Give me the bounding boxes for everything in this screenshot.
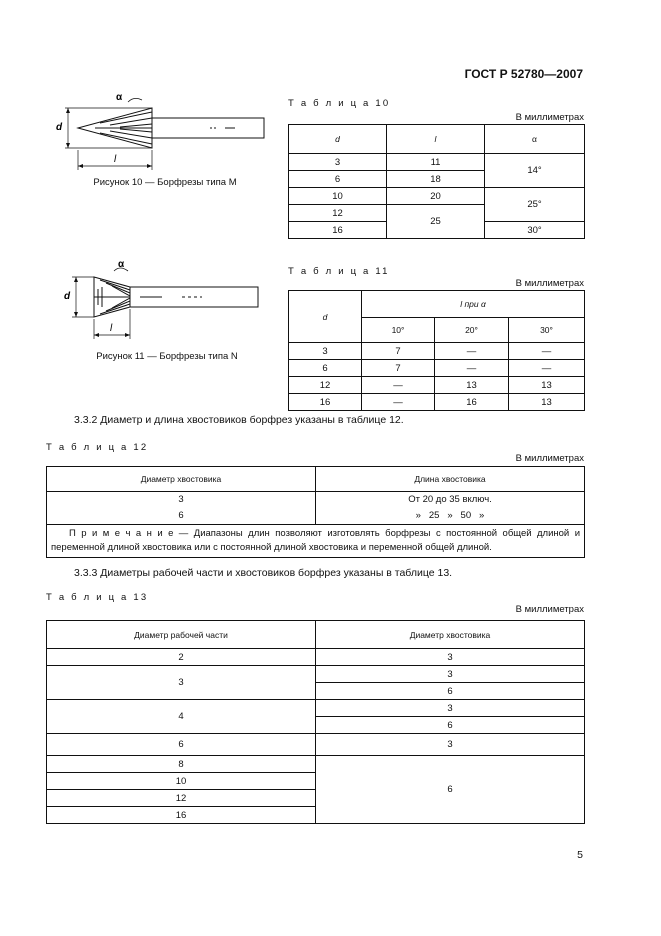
table10-units: В миллиметрах xyxy=(515,112,584,123)
document-id: ГОСТ Р 52780—2007 xyxy=(464,67,583,81)
table10-cell: 10 xyxy=(289,188,387,205)
table11-header-l-at-alpha: l при α xyxy=(362,291,585,318)
table13-header-shank-diameter: Диаметр хвостовика xyxy=(316,621,585,649)
table-13 xyxy=(46,620,585,824)
table-12 xyxy=(46,466,585,558)
table13-cell: 12 xyxy=(47,790,316,807)
table11-row xyxy=(289,394,585,411)
table-10 xyxy=(288,124,585,239)
table11-cell: — xyxy=(435,360,509,377)
fig11-l-label: l xyxy=(110,323,113,334)
table12-diameter-cell xyxy=(47,492,316,525)
table13-cell: 16 xyxy=(47,807,316,824)
table11-header-angle: 10° xyxy=(362,318,435,343)
table13-caption: Т а б л и ц а 13 xyxy=(46,592,149,603)
table11-cell: — xyxy=(362,394,435,411)
table13-cell: 8 xyxy=(47,756,316,773)
table10-caption: Т а б л и ц а 10 xyxy=(288,98,391,109)
table10-header-alpha: α xyxy=(485,125,585,154)
table13-cell: 6 xyxy=(47,734,316,756)
table11-cell: 7 xyxy=(362,343,435,360)
table13-header-working-diameter: Диаметр рабочей части xyxy=(47,621,316,649)
table12-length-value: » 25 » 50 » xyxy=(415,510,485,521)
fig11-d-label: d xyxy=(64,291,71,302)
table11-row xyxy=(289,377,585,394)
table12-diameter-value: 3 xyxy=(178,494,184,505)
table13-cell: 3 xyxy=(316,666,585,683)
table12-diameter-value: 6 xyxy=(178,510,184,521)
table13-cell: 3 xyxy=(316,734,585,756)
table10-cell: 20 xyxy=(387,188,485,205)
table12-note-label: П р и м е ч а н и е xyxy=(69,528,174,539)
table13-cell: 3 xyxy=(47,666,316,700)
table12-header-shank-length: Длина хвостовика xyxy=(316,467,585,492)
table12-length-value: От 20 до 35 включ. xyxy=(408,494,492,505)
table11-units: В миллиметрах xyxy=(515,278,584,289)
table11-cell: 16 xyxy=(435,394,509,411)
table11-cell: — xyxy=(435,343,509,360)
table12-note-text: — Диапазоны длин позволяют изготовлять борфрезы с постоянной общей длиной и переменной длиной хвостовика или с постоянной длиной хвостовика и переменной общей длиной. xyxy=(51,528,580,553)
table10-header-d: d xyxy=(289,125,387,154)
figure-10-drawing xyxy=(50,90,280,175)
figure-10-caption: Рисунок 10 — Борфрезы типа М xyxy=(93,177,237,188)
table11-cell: 6 xyxy=(289,360,362,377)
table10-cell: 16 xyxy=(289,222,387,239)
table11-cell: 13 xyxy=(509,377,585,394)
table11-cell: 13 xyxy=(435,377,509,394)
table12-note xyxy=(47,525,585,558)
table13-cell: 6 xyxy=(316,683,585,700)
table13-cell: 6 xyxy=(316,717,585,734)
table10-cell: 18 xyxy=(387,171,485,188)
table11-cell: 16 xyxy=(289,394,362,411)
table12-caption: Т а б л и ц а 12 xyxy=(46,442,149,453)
table12-length-cell xyxy=(316,492,585,525)
section-3-3-3-text: 3.3.3 Диаметры рабочей части и хвостовиков борфрез указаны в таблице 13. xyxy=(74,567,453,579)
table11-cell: — xyxy=(509,360,585,377)
fig10-d-label: d xyxy=(56,122,63,133)
fig11-alpha-label: α xyxy=(118,259,125,270)
table11-cell: — xyxy=(362,377,435,394)
table10-cell: 25 xyxy=(387,205,485,239)
figure-11-caption: Рисунок 11 — Борфрезы типа N xyxy=(96,351,238,362)
section-3-3-2-text: 3.3.2 Диаметр и длина хвостовиков борфрез указаны в таблице 12. xyxy=(74,414,404,426)
table10-cell: 3 xyxy=(289,154,387,171)
table11-row xyxy=(289,343,585,360)
table11-cell: 12 xyxy=(289,377,362,394)
fig10-alpha-label: α xyxy=(116,92,123,103)
table12-units: В миллиметрах xyxy=(515,453,584,464)
page-number: 5 xyxy=(577,849,583,861)
table11-row xyxy=(289,360,585,377)
table13-cell: 10 xyxy=(47,773,316,790)
table10-cell: 6 xyxy=(289,171,387,188)
table10-cell: 11 xyxy=(387,154,485,171)
table10-cell: 14° xyxy=(485,154,585,188)
table-11 xyxy=(288,290,585,411)
table10-header-l: l xyxy=(387,125,485,154)
table12-values-row xyxy=(47,492,585,525)
table12-header-shank-diameter: Диаметр хвостовика xyxy=(47,467,316,492)
table11-header-angle: 20° xyxy=(435,318,509,343)
table11-cell: 3 xyxy=(289,343,362,360)
table13-cell: 3 xyxy=(316,700,585,717)
table10-cell: 12 xyxy=(289,205,387,222)
table11-cell: 7 xyxy=(362,360,435,377)
table13-cell: 6 xyxy=(316,756,585,824)
table11-header-d: d xyxy=(289,291,362,343)
table10-cell: 30° xyxy=(485,222,585,239)
fig10-l-label: l xyxy=(114,154,117,165)
table11-cell: — xyxy=(509,343,585,360)
table13-cell: 4 xyxy=(47,700,316,734)
figure-11-drawing xyxy=(62,255,272,350)
table11-cell: 13 xyxy=(509,394,585,411)
table13-cell: 3 xyxy=(316,649,585,666)
table13-units: В миллиметрах xyxy=(515,604,584,615)
table11-caption: Т а б л и ц а 11 xyxy=(288,266,390,277)
table11-header-angle: 30° xyxy=(509,318,585,343)
table13-cell: 2 xyxy=(47,649,316,666)
table10-cell: 25° xyxy=(485,188,585,222)
